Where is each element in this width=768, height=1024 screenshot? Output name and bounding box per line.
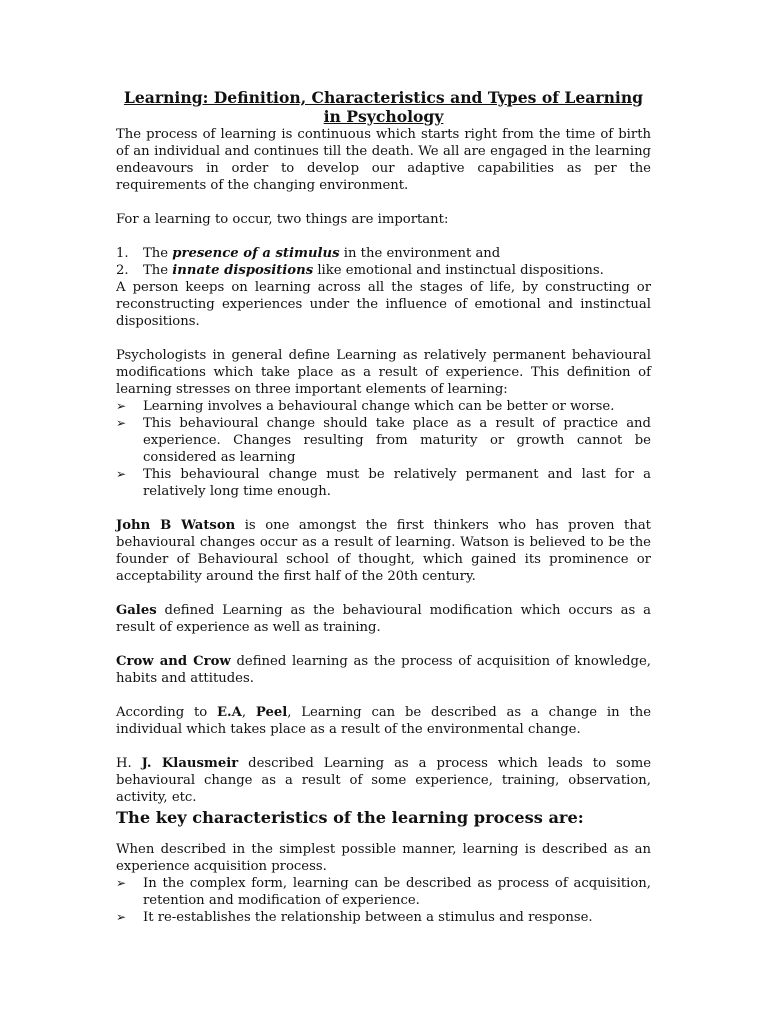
emphasis-text: innate dispositions (172, 263, 314, 278)
two-things-paragraph: For a learning to occur, two things are important: (116, 212, 449, 227)
arrow-bullet-icon: ➢ (116, 876, 127, 890)
list-number: 2. (116, 263, 129, 278)
author-name: Gales (116, 603, 157, 618)
klausmeir-paragraph (116, 755, 651, 806)
list-item (116, 415, 651, 466)
list-item (116, 909, 651, 926)
list-item (116, 398, 651, 415)
paragraph-text: , Learning can be described as a change in the individual which takes place as a result of the environmental change. (116, 705, 651, 737)
author-name: Peel (255, 705, 288, 720)
paragraph-text: described Learning as a process which leads to some behavioural change as a result of some experience, training, observation, activity, etc. (116, 756, 652, 805)
psychologists-paragraph: Psychologists in general define Learning as relatively permanent behavioural modifications which take place as a result of experience. This definition of learning stresses on three important elements of learning: (116, 348, 651, 397)
paragraph-text: , (241, 705, 256, 720)
list-text: Learning involves a behavioural change which can be better or worse. (143, 399, 615, 414)
list-text: in the environment and (339, 246, 501, 261)
list-item (116, 245, 651, 262)
arrow-bullet-icon: ➢ (116, 910, 127, 924)
person-paragraph: A person keeps on learning across all the stages of life, by constructing or reconstructing experiences under the influence of emotional and instinctual dispositions. (116, 280, 651, 329)
author-name: John B Watson (116, 518, 236, 533)
list-text: In the complex form, learning can be described as process of acquisition, retention and modification of experience. (143, 876, 651, 908)
list-number: 1. (116, 246, 129, 261)
paragraph-text: defined learning as the process of acquisition of knowledge, habits and attitudes. (116, 654, 651, 686)
list-text: This behavioural change should take place as a result of practice and experience. Changes resulting from maturity or growth cannot be considered as learning (143, 416, 651, 465)
crow-paragraph (116, 653, 651, 687)
page-title: Learning: Definition, Characteristics and Types of Learning in Psychology (123, 88, 644, 126)
characteristics-list (116, 875, 651, 926)
list-text: The (143, 263, 173, 278)
list-text: The (143, 246, 173, 261)
numbered-list (116, 245, 651, 279)
section-heading: The key characteristics of the learning process are: (116, 808, 584, 827)
list-text: It re-establishes the relationship between a stimulus and response. (143, 910, 593, 925)
list-text: This behavioural change must be relatively permanent and last for a relatively long time enough. (143, 467, 651, 499)
peel-paragraph (116, 704, 651, 738)
gales-paragraph (116, 602, 651, 636)
paragraph-text: According to (116, 705, 217, 720)
arrow-bullet-icon: ➢ (116, 467, 127, 481)
list-item (116, 875, 651, 909)
paragraph-text: is one amongst the first thinkers who has proven that behavioural changes occur as a result of learning. Watson is believed to be the founder of Behavioural school of thought, which gained its prominence or acceptability around the first half of the 20th century. (116, 518, 651, 584)
author-name: J. Klausmeir (141, 756, 239, 771)
emphasis-text: presence of a stimulus (172, 246, 340, 261)
author-name: E.A (217, 705, 242, 720)
list-item (116, 262, 651, 279)
arrow-bullet-icon: ➢ (116, 416, 127, 430)
simplest-paragraph: When described in the simplest possible manner, learning is described as an experience acquisition process. (116, 842, 651, 874)
list-item (116, 466, 651, 500)
arrow-bullet-icon: ➢ (116, 399, 127, 413)
elements-list (116, 398, 651, 500)
watson-paragraph (116, 517, 651, 585)
intro-paragraph: The process of learning is continuous which starts right from the time of birth of an individual and continues till the death. We all are engaged in the learning endeavours in order to develop our adaptive capabilities as per the requirements of the changing environment. (116, 127, 651, 193)
paragraph-text: defined Learning as the behavioural modification which occurs as a result of experience as well as training. (116, 603, 651, 635)
list-text: like emotional and instinctual dispositions. (313, 263, 604, 278)
author-name: Crow and Crow (116, 654, 231, 669)
paragraph-text: H. (116, 756, 142, 771)
